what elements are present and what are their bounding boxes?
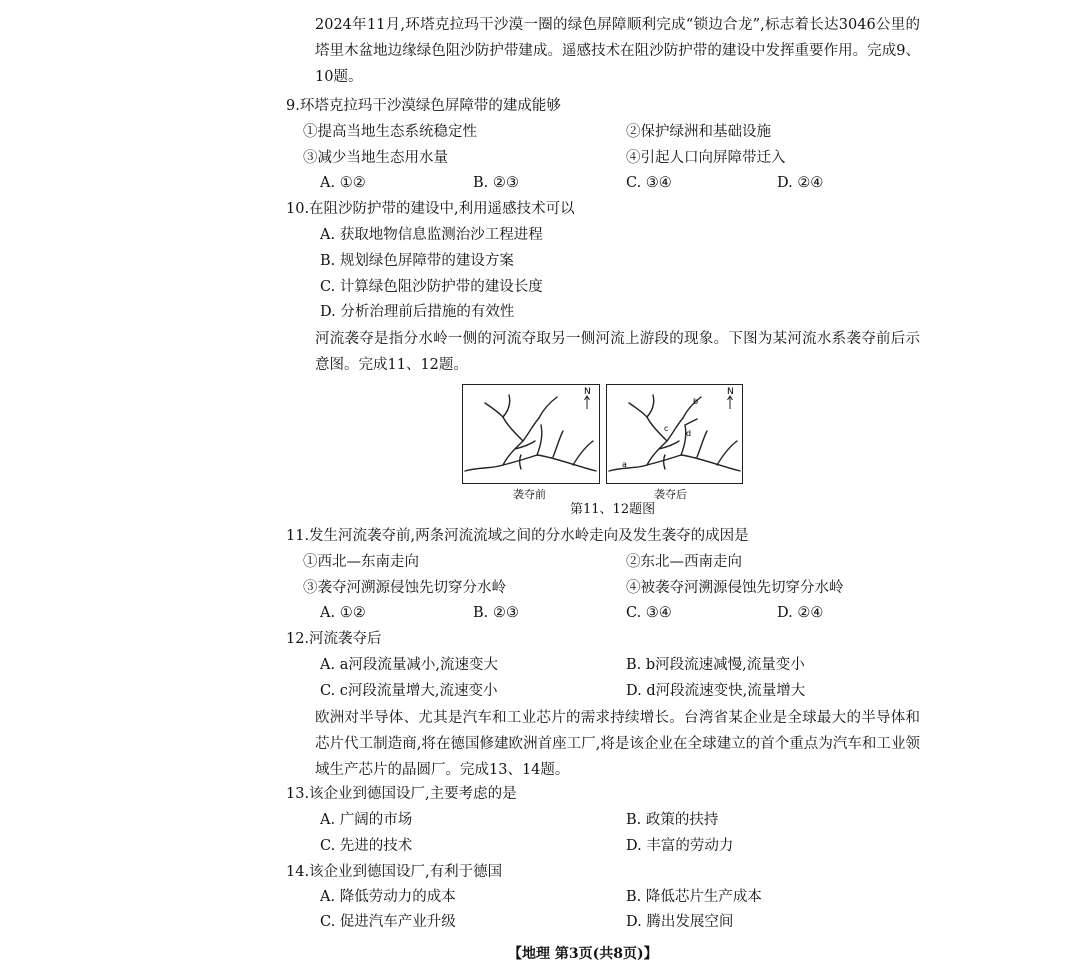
- passage-11-12: 河流袭夺是指分水岭一侧的河流夺取另一侧河流上游段的现象。下图为某河流水系袭夺前后示意图。完成11、12题。: [315, 331, 920, 373]
- q12-option-b: B. b河段流速减慢,流量变小: [626, 657, 805, 673]
- q12-option-d: D. d河段流速变快,流量增大: [626, 683, 806, 699]
- q12-option-a: A. a河段流量减小,流速变大: [320, 657, 498, 673]
- q11-choice-c: C. ③④: [626, 605, 672, 621]
- q9-choice-b: B. ②③: [473, 175, 519, 191]
- q10-option-b: B. 规划绿色屏障带的建设方案: [320, 253, 514, 269]
- q11-item-4: ④被袭夺河溯源侵蚀先切穿分水岭: [626, 580, 844, 596]
- passage-9-10: 2024年11月,环塔克拉玛干沙漠一圈的绿色屏障顺利完成“锁边合龙”,标志着长达3046公里的塔里木盆地边缘绿色阻沙防护带建成。遥感技术在阻沙防护带的建设中发挥重要作用。完成9、10题。: [315, 17, 920, 85]
- question-10-stem: 10.在阻沙防护带的建设中,利用遥感技术可以: [286, 201, 575, 217]
- page-footer: 【地理 第3页(共8页)】: [508, 946, 658, 962]
- q13-option-c: C. 先进的技术: [320, 838, 413, 854]
- q9-item-2: ②保护绿洲和基础设施: [626, 124, 771, 140]
- q9-item-3: ③减少当地生态用水量: [303, 150, 448, 166]
- label-c: c: [664, 424, 669, 433]
- q14-option-a: A. 降低劳动力的成本: [320, 889, 456, 905]
- q11-choice-d: D. ②④: [777, 605, 824, 621]
- passage-13-14: 欧洲对半导体、尤其是汽车和工业芯片的需求持续增长。台湾省某企业是全球最大的半导体和芯片代工制造商,将在德国修建欧洲首座工厂,将是该企业在全球建立的首个重点为汽车和工业领域生产芯片的晶圆厂。完成13、14题。: [315, 710, 920, 778]
- figure-label-after: 袭夺后: [654, 488, 687, 501]
- figure-label-before: 袭夺前: [513, 488, 546, 501]
- question-11-stem: 11.发生河流袭夺前,两条河流流域之间的分水岭走向及发生袭夺的成因是: [286, 528, 749, 544]
- q14-option-d: D. 腾出发展空间: [626, 914, 734, 930]
- question-14-stem: 14.该企业到德国设厂,有利于德国: [286, 864, 503, 880]
- q10-option-d: D. 分析治理前后措施的有效性: [320, 304, 515, 320]
- label-a: a: [622, 460, 627, 469]
- q9-choice-c: C. ③④: [626, 175, 672, 191]
- q14-option-b: B. 降低芯片生产成本: [626, 889, 762, 905]
- q11-choice-a: A. ①②: [320, 605, 366, 621]
- q10-option-c: C. 计算绿色阻沙防护带的建设长度: [320, 279, 543, 295]
- q13-option-a: A. 广阔的市场: [320, 812, 413, 828]
- north-label-after: N: [727, 387, 734, 397]
- question-9-stem: 9.环塔克拉玛干沙漠绿色屏障带的建成能够: [286, 98, 561, 114]
- label-b: b: [693, 397, 699, 406]
- q14-option-c: C. 促进汽车产业升级: [320, 914, 456, 930]
- q9-choice-a: A. ①②: [320, 175, 366, 191]
- q12-option-c: C. c河段流量增大,流速变小: [320, 683, 498, 699]
- question-13-stem: 13.该企业到德国设厂,主要考虑的是: [286, 786, 517, 802]
- figure-caption: 第11、12题图: [570, 502, 656, 517]
- river-map-after-drawing: [607, 385, 741, 482]
- q13-option-b: B. 政策的扶持: [626, 812, 719, 828]
- q11-item-3: ③袭夺河溯源侵蚀先切穿分水岭: [303, 580, 506, 596]
- north-label-before: N: [584, 387, 591, 397]
- q9-item-1: ①提高当地生态系统稳定性: [303, 124, 477, 140]
- q9-item-4: ④引起人口向屏障带迁入: [626, 150, 786, 166]
- q11-item-2: ②东北—西南走向: [626, 554, 742, 570]
- river-map-before-drawing: [463, 385, 598, 482]
- q11-choice-b: B. ②③: [473, 605, 519, 621]
- q9-choice-d: D. ②④: [777, 175, 824, 191]
- river-map-before: [462, 384, 600, 484]
- q10-option-a: A. 获取地物信息监测治沙工程进程: [320, 227, 543, 243]
- north-arrow-icon: [728, 396, 733, 409]
- river-map-after: [606, 384, 743, 484]
- q13-option-d: D. 丰富的劳动力: [626, 838, 734, 854]
- north-arrow-icon: [585, 396, 590, 409]
- q11-item-1: ①西北—东南走向: [303, 554, 419, 570]
- question-12-stem: 12.河流袭夺后: [286, 631, 382, 647]
- label-d: d: [686, 429, 692, 438]
